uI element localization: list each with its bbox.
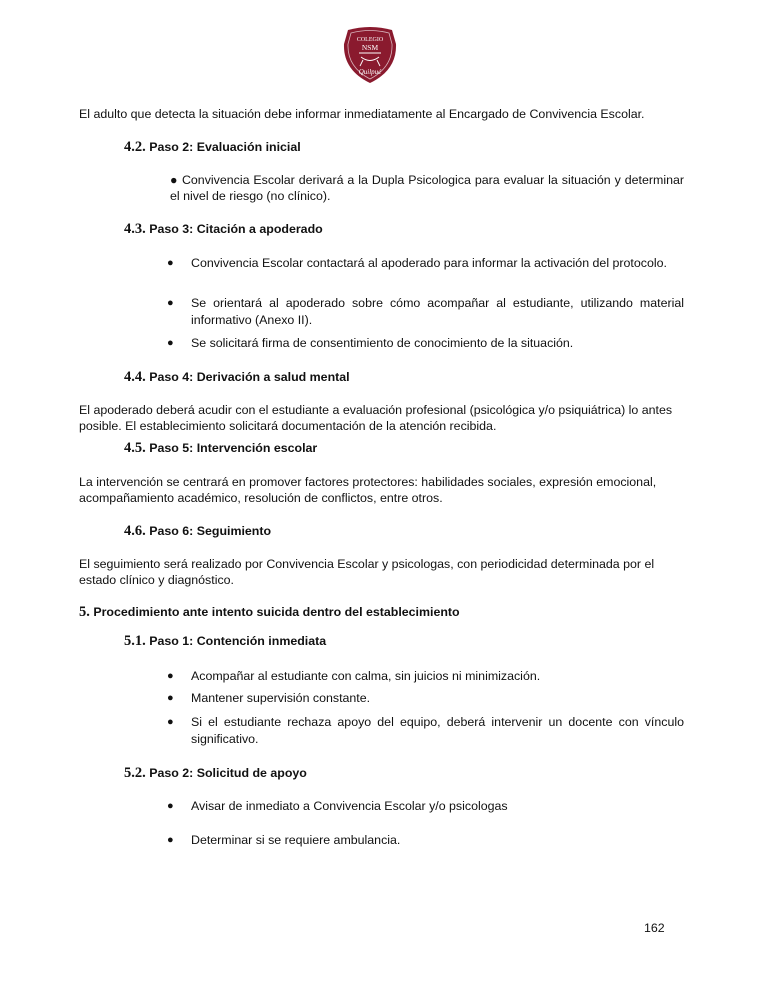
- paragraph-4-4: El apoderado deberá acudir con el estudiante a evaluación profesional (psicológica y/o psiquiátrica) lo antes posible. El establecimiento solicitará documentación de la atención recibida.: [79, 403, 673, 433]
- heading-title: Paso 2: Evaluación inicial: [149, 140, 301, 154]
- heading-title: Paso 5: Intervención escolar: [149, 441, 318, 455]
- bullet-icon: ●: [167, 692, 174, 704]
- bullet-icon: ●: [167, 800, 174, 812]
- bullet-icon: ●: [167, 297, 174, 309]
- heading-number: 4.5.: [124, 440, 146, 456]
- heading-number: 5.1.: [124, 633, 146, 649]
- list-item: Acompañar al estudiante con calma, sin juicios ni minimización.: [191, 669, 541, 683]
- list-item: Mantener supervisión constante.: [191, 691, 371, 705]
- heading-number: 5.2.: [124, 765, 146, 781]
- heading-4-5: [124, 440, 317, 456]
- list-item: Avisar de inmediato a Convivencia Escolar y/o psicologas: [191, 799, 508, 813]
- paragraph-4-5: La intervención se centrará en promover factores protectores: habilidades sociales, expresión emocional, acompañamiento académico, resolución de conflictos, entre otros.: [79, 475, 657, 505]
- page-number: 162: [644, 921, 665, 935]
- heading-title: Paso 2: Solicitud de apoyo: [149, 766, 307, 780]
- heading-title: Paso 4: Derivación a salud mental: [149, 370, 350, 384]
- bullet-icon: ●: [167, 257, 174, 269]
- bullet-icon: ●: [167, 834, 174, 846]
- list-item: Se orientará al apoderado sobre cómo acompañar al estudiante, utilizando material informativo (Anexo II).: [191, 296, 684, 327]
- heading-5-2: [124, 765, 307, 781]
- heading-title: Paso 6: Seguimiento: [149, 524, 272, 538]
- heading-title: Paso 3: Citación a apoderado: [149, 222, 323, 236]
- bullet-icon: ●: [167, 716, 174, 728]
- heading-4-2: [124, 139, 301, 155]
- list-item: ● Convivencia Escolar derivará a la Dupla Psicologica para evaluar la situación y determinar el nivel de riesgo (no clínico).: [170, 173, 685, 203]
- logo-line-1: COLEGIO: [356, 37, 384, 43]
- heading-number: 4.3.: [124, 221, 146, 237]
- heading-5: [79, 604, 460, 620]
- heading-number: 4.2.: [124, 139, 146, 155]
- heading-5-1: [124, 633, 326, 649]
- paragraph-4-6: El seguimiento será realizado por Convivencia Escolar y psicologas, con periodicidad determinada por el estado clínico y diagnóstico.: [79, 557, 655, 587]
- heading-4-3: [124, 221, 323, 237]
- logo-line-3: Quilpué: [358, 68, 382, 76]
- list-item-text: Convivencia Escolar derivará a la Dupla Psicologica para evaluar la situación y determinar el nivel de riesgo (no clínico).: [170, 173, 685, 203]
- school-crest-logo: [342, 26, 398, 84]
- heading-title: Procedimiento ante intento suicida dentro del establecimiento: [93, 605, 460, 619]
- list-item: Convivencia Escolar contactará al apoderado para informar la activación del protocolo.: [191, 256, 667, 270]
- bullet-icon: ●: [167, 337, 174, 349]
- bullet-icon: ●: [167, 670, 174, 682]
- heading-number: 4.4.: [124, 369, 146, 385]
- heading-4-6: [124, 523, 271, 539]
- intro-paragraph: El adulto que detecta la situación debe informar inmediatamente al Encargado de Convivencia Escolar.: [79, 107, 645, 121]
- heading-title: Paso 1: Contención inmediata: [149, 634, 327, 648]
- heading-number: 4.6.: [124, 523, 146, 539]
- heading-number: 5.: [79, 604, 90, 620]
- heading-4-4: [124, 369, 350, 385]
- list-item: Se solicitará firma de consentimiento de conocimiento de la situación.: [191, 336, 574, 350]
- list-item: Determinar si se requiere ambulancia.: [191, 833, 401, 847]
- list-item: Si el estudiante rechaza apoyo del equipo, deberá intervenir un docente con vínculo significativo.: [191, 715, 684, 746]
- logo-line-2: NSM: [361, 43, 379, 52]
